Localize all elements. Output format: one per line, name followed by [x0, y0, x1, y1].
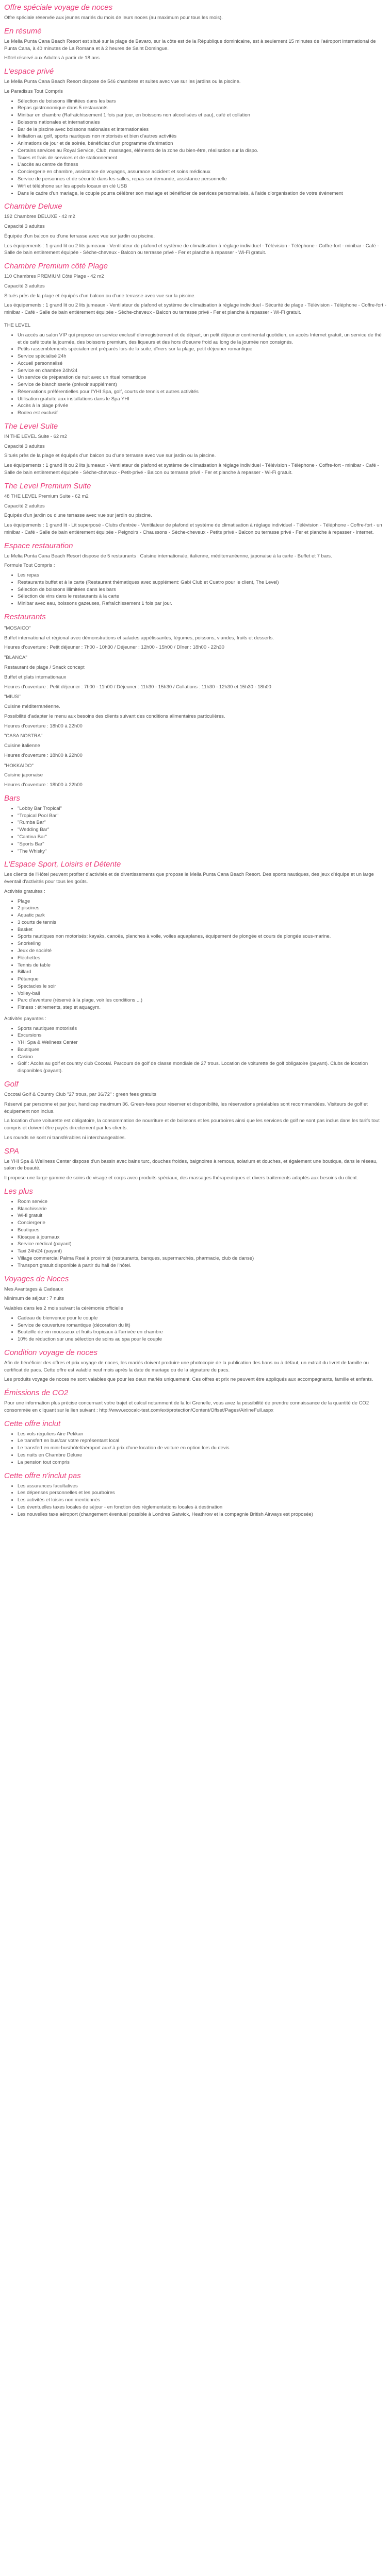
- section-title: SPA: [4, 1146, 19, 1156]
- paragraph: Le Melia Punta Cana Beach Resort dispose de 5 restaurants : Cuisine internationale, italienne, méditerranéenne, japonaise à la carte - Buffet et 7 bars.: [4, 553, 332, 559]
- section-sport: [4, 860, 387, 1075]
- restaurant-detail: Cuisine méditerranéenne.: [4, 704, 60, 710]
- bullet-list: [4, 572, 387, 607]
- restaurant-detail: Heures d'ouverture : 18h00 à 22h00: [4, 723, 83, 729]
- list-item: • Conciergerie: [18, 1219, 387, 1227]
- restaurant-detail: Heures d'ouverture : Petit déjeuner : 7h00 - 10h30 / Déjeuner : 12h00 - 15h00 / Dîner : 18h00 - 22h30: [4, 645, 224, 651]
- restaurant-entry: [4, 625, 387, 651]
- list-item: • Accueil personnalisé: [18, 360, 387, 367]
- list-item: • YHI Spa & Wellness Center: [18, 1039, 387, 1046]
- section-resume: [4, 27, 387, 62]
- paragraph: IN THE LEVEL Suite - 62 m2: [4, 433, 67, 439]
- paragraph: Les rounds ne sont ni transférables ni interchangeables.: [4, 1134, 126, 1141]
- paragraph: THE LEVEL: [4, 322, 31, 328]
- list-item: • Service de couverture romantique (décoration du lit): [18, 1322, 387, 1329]
- bullet-list: [4, 805, 387, 855]
- section-title: L'espace privé: [4, 67, 54, 76]
- list-item: • Conciergerie en chambre, assistance de voyages, assurance accident et soins médicaux: [18, 168, 387, 176]
- list-item: • Transport gratuit disponible à partir du hall de l'hôtel.: [18, 1262, 387, 1269]
- restaurant-entry: [4, 762, 387, 789]
- paragraph: Mes Avantages & Cadeaux: [4, 1286, 63, 1292]
- list-item: • Un service de préparation de nuit avec un ritual romantique: [18, 374, 387, 381]
- section-title: Cette offre inclut: [4, 1419, 61, 1428]
- list-item: • Cadeau de bienvenue pour le couple: [18, 1315, 387, 1322]
- list-item: • Wi-fi gratuit: [18, 1212, 387, 1219]
- paragraph: Les équipements : 1 grand lit ou 2 lits jumeaux - Ventilateur de plafond et système de climatisation à réglage individuel - Sécurité de plage - Télévision - Téléphone - Coffre-fort - minibar - Café - Salle de bain entièrement équipée - Sèche-cheveux - Balcon ou terrasse privé - Fer et planche à repasser - Wi-Fi gratuit.: [4, 302, 386, 316]
- list-item: • Service spécialisé 24h: [18, 353, 387, 360]
- list-item: • "Cantina Bar": [18, 834, 387, 841]
- list-item: • Blanchisserie: [18, 1206, 387, 1213]
- section-inclus: [4, 1419, 387, 1466]
- paragraph: Le Melia Punta Cana Beach Resort est situé sur la plage de Bavaro, sur la côte est de la République dominicaine, est à seulement 15 minutes de l'aéroport international de Punta Cana, à 40 minutes de La Romana et à 2 heures de Saint Domingue.: [4, 38, 376, 52]
- list-item: • Tennis de table: [18, 962, 387, 969]
- paragraph: Le YHI Spa & Wellness Center dispose d'un bassin avec bains turc, douches froides, baignoires à remous, solarium et douches, et également une boutique, dans le réseau, salon de beauté.: [4, 1158, 378, 1172]
- list-item: • Parc d'aventure (réservé à la plage, voir les conditions ...): [18, 997, 387, 1004]
- restaurant-entry: [4, 654, 387, 690]
- paragraph: Situés près de la plage et équipés d'un balcon ou d'une terrasse avec vue sur jardin ou la piscine.: [4, 453, 216, 459]
- paragraph: Équipés d'un jardin ou d'une terrasse avec vue sur jardin ou piscine.: [4, 513, 152, 519]
- section-title: Bars: [4, 793, 20, 803]
- list-item: • Snorkeling: [18, 940, 387, 947]
- list-item: • "Lobby Bar Tropical": [18, 805, 387, 812]
- section-offre: [4, 3, 387, 22]
- paragraph: Équipée d'un balcon ou d'une terrasse avec vue sur jardin ou piscine.: [4, 233, 155, 239]
- paragraph: Capacité 3 adultes: [4, 443, 45, 449]
- bullet-list: [4, 898, 387, 1011]
- paragraph: Offre spéciale réservée aux jeunes mariés du mois de leurs noces (au maximum pour tous les mois).: [4, 15, 223, 21]
- list-item: • "Tropical Pool Bar": [18, 812, 387, 820]
- paragraph: La location d'une voiturette est obligatoire, la consommation de nourriture et de boissons et les pourboires ainsi que les services de golf ne sont pas inclus dans les tarifs tout compris et doivent être payés directement par les clients.: [4, 1118, 380, 1131]
- list-item: • Un accès au salon VIP qui propose un service exclusif d'enregistrement et de départ, un petit déjeuner continental quotidien, un accès Internet gratuit, un service de thé et de café toute la journée, des boissons premium, des liqueurs et des hors d'oeuvre froid au long de la journée non consignés.: [18, 332, 387, 346]
- list-item: • "The Whisky": [18, 848, 387, 855]
- section-title: Restaurants: [4, 612, 46, 621]
- list-item: • Fléchettes: [18, 955, 387, 962]
- list-item: • Sélection de boissons illimitées dans les bars: [18, 98, 387, 105]
- section-title: Condition voyage de noces: [4, 1348, 97, 1357]
- list-item: • Le transfert en bus/car votre représentant local: [18, 1437, 387, 1445]
- section-suite: [4, 422, 387, 477]
- list-item: • Bar de la piscine avec boissons nationales et internationales: [18, 126, 387, 133]
- list-item: • Petits rassemblements spécialement préparés lors de la suite, dîners sur la plage, petit déjeuner romantique: [18, 346, 387, 353]
- bullet-list: [4, 1025, 387, 1075]
- restaurant-detail: Buffet international et régional avec démonstrations et salades appétissantes, légumes, poissons, viandes, fruits et desserts.: [4, 635, 274, 641]
- list-item: • Jeux de société: [18, 947, 387, 955]
- list-item: • Service de personnes et de sécurité dans les salles, repas sur demande, assistance personnelle: [18, 176, 387, 183]
- bullet-list: [4, 1483, 387, 1518]
- section-voyage: [4, 1275, 387, 1343]
- paragraph: Situés près de la plage et équipés d'un balcon ou d'une terrasse avec vue sur la piscine.: [4, 293, 196, 299]
- list-item: • Bouteille de vin mousseux et fruits tropicaux à l'arrivée en chambre: [18, 1329, 387, 1336]
- paragraph: Les équipements : 1 grand lit ou 2 lits jumeaux - Ventilateur de plafond et système de climatisation à réglage individuel - Télévision - Téléphone - Coffre-fort - minibar - Café - Salle de bain entièrement équipée - Sèche-cheveux - Balcon ou terrasse privé - Fer et planche à repasser - Wi-Fi gratuit.: [4, 243, 379, 256]
- restaurant-entry: [4, 693, 387, 730]
- section-title: Golf: [4, 1079, 19, 1089]
- list-item: • 2 piscines: [18, 905, 387, 912]
- section-deluxe: [4, 202, 387, 257]
- section-noninclus: [4, 1471, 387, 1518]
- section-title: The Level Suite: [4, 421, 58, 431]
- list-item: • Sélection de vins dans le restaurants à la carte: [18, 593, 387, 600]
- list-item: • Les repas: [18, 572, 387, 579]
- section-title: Chambre Deluxe: [4, 202, 62, 211]
- list-item: • Service en chambre 24h/24: [18, 367, 387, 375]
- list-item: • Rodeo est exclusif: [18, 410, 387, 417]
- list-item: • "Sports Bar": [18, 841, 387, 848]
- list-item: • La pension tout compris: [18, 1459, 387, 1466]
- list-item: • Wifi et téléphone sur les appels locaux en clé USB: [18, 183, 387, 190]
- list-item: • Utilisation gratuite aux installations dans le Spa YHI: [18, 396, 387, 403]
- section-premiumsuite: [4, 482, 387, 536]
- paragraph: Les clients de l'Hôtel peuvent profiter d'activités et de divertissements que propose le Melia Punta Cana Beach Resort. Des sports nautiques, des jeux d'équipe et un large éventail d'activités pour tous les goûts.: [4, 872, 374, 885]
- paragraph: Valables dans les 2 mois suivant la cérémonie officielle: [4, 1306, 123, 1312]
- restaurant-detail: Heures d'ouverture : 18h00 à 22h00: [4, 752, 83, 758]
- paragraph: Le Paradisus Tout Compris: [4, 88, 63, 94]
- list-item: • Les vols réguliers Aire Pekkan: [18, 1431, 387, 1438]
- restaurant-detail: Cuisine italienne: [4, 743, 40, 749]
- section-bars: [4, 794, 387, 855]
- section-golf: [4, 1080, 387, 1142]
- section-level: [4, 319, 387, 417]
- paragraph: 48 THE LEVEL Premium Suite - 62 m2: [4, 493, 89, 499]
- restaurant-detail: Buffet et plats internationaux: [4, 674, 67, 680]
- paragraph: Il propose une large gamme de soins de visage et corps avec produits spéciaux, des massages thérapeutiques et divers traitements adaptés aux besoins du client.: [4, 1175, 358, 1181]
- paragraph: Formule Tout Compris :: [4, 563, 55, 569]
- paragraph: 110 Chambres PREMIUM Côté Plage - 42 m2: [4, 274, 104, 280]
- bullet-list: [4, 332, 387, 417]
- restaurant-detail: Heures d'ouverture : 18h00 à 22h00: [4, 782, 83, 788]
- section-title: The Level Premium Suite: [4, 481, 91, 490]
- paragraph: Les équipements : 1 grand lit - Lit superposé - Clubs d'entrée - Ventilateur de plafond et système de climatisation à réglage individuel - Télévision - Téléphone - Coffre-fort - un minibar - Café - Salle de bain entièrement équipée - Peignoirs - Chaussons - Sèche-cheveux - Petits privé - Balcon ou terrasse privé - Fer et planche à repasser - Internet.: [4, 522, 382, 535]
- paragraph: Afin de bénéficier des offres et prix voyage de noces, les mariés doivent produire une photocopie de la publication des bans ou à défaut, un extrait du livret de famille ou certificat de pacs. Cette offre est valable neuf mois après la date de mariage ou de la signature du pacs.: [4, 1360, 369, 1373]
- list-item: • Casino: [18, 1054, 387, 1061]
- list-item: • Village commercial Palma Real à proximité (restaurants, banques, supermarchés, pharmacie, club de danse): [18, 1255, 387, 1262]
- restaurant-detail: Possibilité d'adapter le menu aux besoins des clients suivant des conditions alimentaires particulières.: [4, 713, 225, 719]
- list-item: • 3 courts de tennis: [18, 919, 387, 926]
- section-title: Voyages de Noces: [4, 1274, 69, 1283]
- paragraph: 192 Chambres DELUXE - 42 m2: [4, 214, 75, 220]
- list-item: • Pétanque: [18, 976, 387, 983]
- list-item: • Minibar en chambre (Rafraîchissement 1 fois par jour, en boissons non alcoolisées et eau), café et collation: [18, 112, 387, 119]
- paragraph: Activités payantes :: [4, 1015, 46, 1022]
- list-item: • Restaurants buffet et à la carte (Restaurant thématiques avec supplément: Gabi Club et Cuatro pour le client, The Level): [18, 579, 387, 586]
- list-item: • Service médical (payant): [18, 1241, 387, 1248]
- restaurant-name: "HOKKAIDO": [4, 762, 34, 769]
- list-item: • Fitness : étirements, step et aquagym.: [18, 1004, 387, 1011]
- restaurant-name: "MOSAICO": [4, 625, 31, 631]
- list-item: • Les nuits en Chambre Deluxe: [18, 1452, 387, 1459]
- list-item: • Les activités et loisirs non mentionnés: [18, 1497, 387, 1504]
- list-item: • Basket: [18, 926, 387, 934]
- section-restauration: [4, 541, 387, 607]
- paragraph: Cocotal Golf & Country Club "27 trous, par 36/72" : green fees gratuits: [4, 1091, 157, 1097]
- paragraph: Le Melia Punta Cana Beach Resort dispose de 546 chambres et suites avec vue sur les jardins ou la piscine.: [4, 79, 241, 85]
- paragraph: Capacité 2 adultes: [4, 503, 45, 509]
- list-item: • Service de blanchisserie (prévoir supplément): [18, 381, 387, 388]
- list-item: • Aquatic park: [18, 912, 387, 919]
- paragraph: Activités gratuites :: [4, 888, 45, 894]
- restaurant-name: "CASA NOSTRA": [4, 733, 43, 739]
- paragraph: Capacité 3 adultes: [4, 224, 45, 230]
- bullet-list: [4, 1198, 387, 1269]
- section-prive: [4, 67, 387, 197]
- list-item: • Boissons nationales et internationales: [18, 119, 387, 126]
- list-item: • 10% de réduction sur une sélection de soins au spa pour le couple: [18, 1336, 387, 1343]
- list-item: • L'accès au centre de fitness: [18, 161, 387, 168]
- list-item: • Animations de jour et de soirée, bénéficiez d'un programme d'animation: [18, 140, 387, 147]
- paragraph: Réservé par personne et par jour, handicap maximum 36. Green-fees pour réserver et disponibilité, les réservations préalables sont recommandées. Visiteurs de golf et équipement non inclus.: [4, 1101, 368, 1114]
- section-title: L'Espace Sport, Loisirs et Détente: [4, 860, 121, 869]
- restaurant-detail: Restaurant de plage / Snack concept: [4, 665, 85, 670]
- list-item: • "Wedding Bar": [18, 826, 387, 834]
- list-item: • Les nouvelles taxe aéroport (changement éventuel possible à Londres Gatwick, Heathrow et la compagnie British Airways est proposée): [18, 1511, 387, 1518]
- list-item: • Room service: [18, 1198, 387, 1206]
- list-item: • Initiation au golf, sports nautiques non motorisés et bien d'autres activités: [18, 133, 387, 140]
- bullet-list: [4, 1315, 387, 1343]
- paragraph: Capacité 3 adultes: [4, 283, 45, 289]
- list-item: • "Rumba Bar": [18, 819, 387, 826]
- section-plus: [4, 1187, 387, 1269]
- bullet-list: [4, 98, 387, 197]
- list-item: • Accès à la plage privée: [18, 402, 387, 410]
- list-item: • Taxi 24h/24 (payant): [18, 1248, 387, 1255]
- list-item: • Excursions: [18, 1032, 387, 1039]
- restaurant-entry: [4, 733, 387, 759]
- bullet-list: [4, 1431, 387, 1466]
- section-title: Cette offre n'inclut pas: [4, 1471, 81, 1480]
- section-title: Espace restauration: [4, 541, 73, 550]
- section-title: En résumé: [4, 26, 42, 36]
- section-title: Offre spéciale voyage de noces: [4, 3, 113, 12]
- restaurant-name: "BLANCA": [4, 655, 27, 661]
- list-item: • Les assurances facultatives: [18, 1483, 387, 1490]
- list-item: • Réservations préférentielles pour l'YHI Spa, golf, courts de tennis et autres activités: [18, 388, 387, 396]
- section-conditions: [4, 1348, 387, 1383]
- section-title: Les plus: [4, 1187, 33, 1196]
- restaurant-name: "MIUSI": [4, 694, 22, 700]
- list-item: • Golf : Accès au golf et country club Cocotal. Parcours de golf de classe mondiale de 27 trous. Location de voiturette de golf obligatoire (payant). Clubs de location disponibles (payant).: [18, 1060, 387, 1075]
- paragraph: Les équipements : 1 grand lit ou 2 lits jumeaux - Ventilateur de plafond et système de climatisation à réglage individuel - Télévision - Téléphone - Coffre-fort - minibar - Café - Salle de bain entièrement équipée - Sèche-cheveux - Petit-privé - Balcon ou terrasse privé - Fer et planche à repasser - Wi-Fi gratuit.: [4, 463, 379, 476]
- list-item: • Les dépenses personnelles et les pourboires: [18, 1489, 387, 1497]
- paragraph: Minimum de séjour : 7 nuits: [4, 1296, 64, 1302]
- list-item: • Volley-ball: [18, 990, 387, 997]
- list-item: • Certains services au Royal Service, Club, massages, éléments de la zone du bien-être, réalisation sur la dispo.: [18, 147, 387, 155]
- paragraph: Les produits voyage de noces ne sont valables que pour les deux mariés uniquement. Ces offres et prix ne peuvent être appliqués aux accompagnants, famille et enfants.: [4, 1377, 373, 1383]
- list-item: • Repas gastronomique dans 5 restaurants: [18, 105, 387, 112]
- list-item: • Sports nautiques motorisés: [18, 1025, 387, 1032]
- section-spa: [4, 1147, 387, 1182]
- list-item: • Spectacles le soir: [18, 983, 387, 990]
- restaurant-detail: Cuisine japonaise: [4, 772, 43, 778]
- list-item: • Kiosque à journaux: [18, 1234, 387, 1241]
- list-item: • Boutiques: [18, 1046, 387, 1054]
- section-restaurants: [4, 613, 387, 789]
- section-co2: [4, 1388, 387, 1414]
- list-item: • Taxes et frais de services et de stationnement: [18, 155, 387, 162]
- restaurant-detail: Heures d'ouverture : Petit déjeuner : 7h00 - 11h00 / Déjeuner : 11h30 - 15h30 / Collations : 11h30 - 12h30 et 15h30 - 18h00: [4, 684, 271, 690]
- list-item: • Le transfert en mini-bus/hôtel/aéroport aux/ à prix d'une location de voiture en option lors du devis: [18, 1445, 387, 1452]
- list-item: • Dans le cadre d'un mariage, le couple pourra célébrer son mariage et bénéficier de services personnalisés, à l'aide d'organisation de votre événement: [18, 190, 387, 197]
- section-title: Chambre Premium côté Plage: [4, 262, 108, 271]
- list-item: • Les éventuelles taxes locales de séjour - en fonction des réglementations locales à destination: [18, 1504, 387, 1511]
- list-item: • Minibar avec eau, boissons gazeuses, Rafraîchissement 1 fois par jour.: [18, 600, 387, 607]
- list-item: • Boutiques: [18, 1227, 387, 1234]
- section-premium: [4, 262, 387, 316]
- paragraph: Hôtel réservé aux Adultes à partir de 18 ans: [4, 55, 100, 61]
- section-title: Émissions de CO2: [4, 1388, 69, 1398]
- list-item: • Sports nautiques non motorisés: kayaks, canoës, planches à voile, voiles aquaplanes, équipement de plongée et cours de plongée sous-marine.: [18, 933, 387, 940]
- list-item: • Sélection de boissons illimitées dans les bars: [18, 586, 387, 594]
- list-item: • Billard: [18, 969, 387, 976]
- paragraph: Pour une information plus précise concernant votre trajet et calcul notamment de la loi Grenelle, vous avez la possibilité de prendre connaissance de la quantité de CO2 consommée en cliquant sur le lien suivant : http://www.ecocalc-test.com/ext/protection/Content/Offset/Pages/AirlineFull.aspx: [4, 1400, 369, 1413]
- list-item: • Plage: [18, 898, 387, 905]
